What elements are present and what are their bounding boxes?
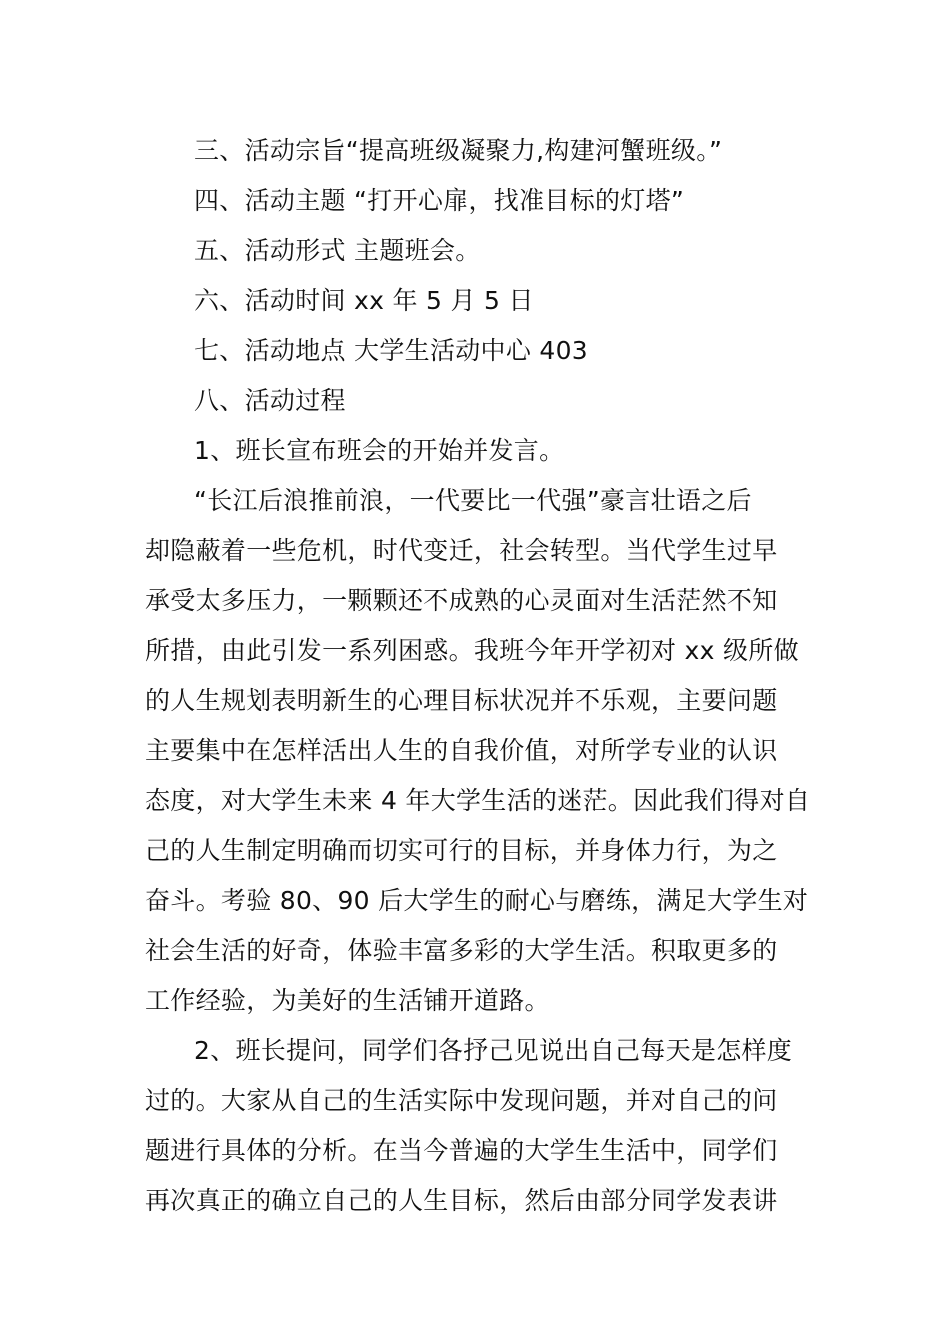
paragraph-1-line: 主要集中在怎样活出人生的自我价值，对所学专业的认识	[145, 736, 778, 765]
paragraph-1-line: 承受太多压力，一颗颗还不成熟的心灵面对生活茫然不知	[145, 586, 778, 615]
item-process-heading: 八、活动过程	[194, 386, 346, 415]
paragraph-1-line: 所措，由此引发一系列困惑。我班今年开学初对 xx 级所做	[145, 636, 799, 665]
step-2-line: 2、班长提问，同学们各抒己见说出自己每天是怎样度	[194, 1036, 793, 1065]
step-2-line: 过的。大家从自己的生活实际中发现问题，并对自己的问	[145, 1086, 778, 1115]
paragraph-1-line: “长江后浪推前浪，一代要比一代强”豪言壮语之后	[194, 486, 752, 515]
item-format: 五、活动形式 主题班会。	[194, 236, 481, 265]
paragraph-1-line: 的人生规划表明新生的心理目标状况并不乐观，主要问题	[145, 686, 778, 715]
item-location: 七、活动地点 大学生活动中心 403	[194, 336, 589, 365]
paragraph-1-line: 奋斗。考验 80、90 后大学生的耐心与磨练，满足大学生对	[145, 886, 809, 915]
paragraph-1-line: 态度，对大学生未来 4 年大学生活的迷茫。因此我们得对自	[145, 786, 811, 815]
item-theme: 四、活动主题 “打开心扉，找准目标的灯塔”	[194, 186, 685, 215]
step-2-line: 再次真正的确立自己的人生目标，然后由部分同学发表讲	[145, 1186, 778, 1215]
item-time: 六、活动时间 xx 年 5 月 5 日	[194, 286, 534, 315]
paragraph-1-line: 社会生活的好奇，体验丰富多彩的大学生活。积取更多的	[145, 936, 778, 965]
item-purpose: 三、活动宗旨“提高班级凝聚力,构建河蟹班级。”	[194, 136, 723, 165]
paragraph-1-line: 己的人生制定明确而切实可行的目标，并身体力行，为之	[145, 836, 778, 865]
step-2-line: 题进行具体的分析。在当今普遍的大学生生活中，同学们	[145, 1136, 778, 1165]
paragraph-1-line: 却隐蔽着一些危机，时代变迁，社会转型。当代学生过早	[145, 536, 778, 565]
paragraph-1-line: 工作经验，为美好的生活铺开道路。	[145, 986, 550, 1015]
step-1: 1、班长宣布班会的开始并发言。	[194, 436, 565, 465]
